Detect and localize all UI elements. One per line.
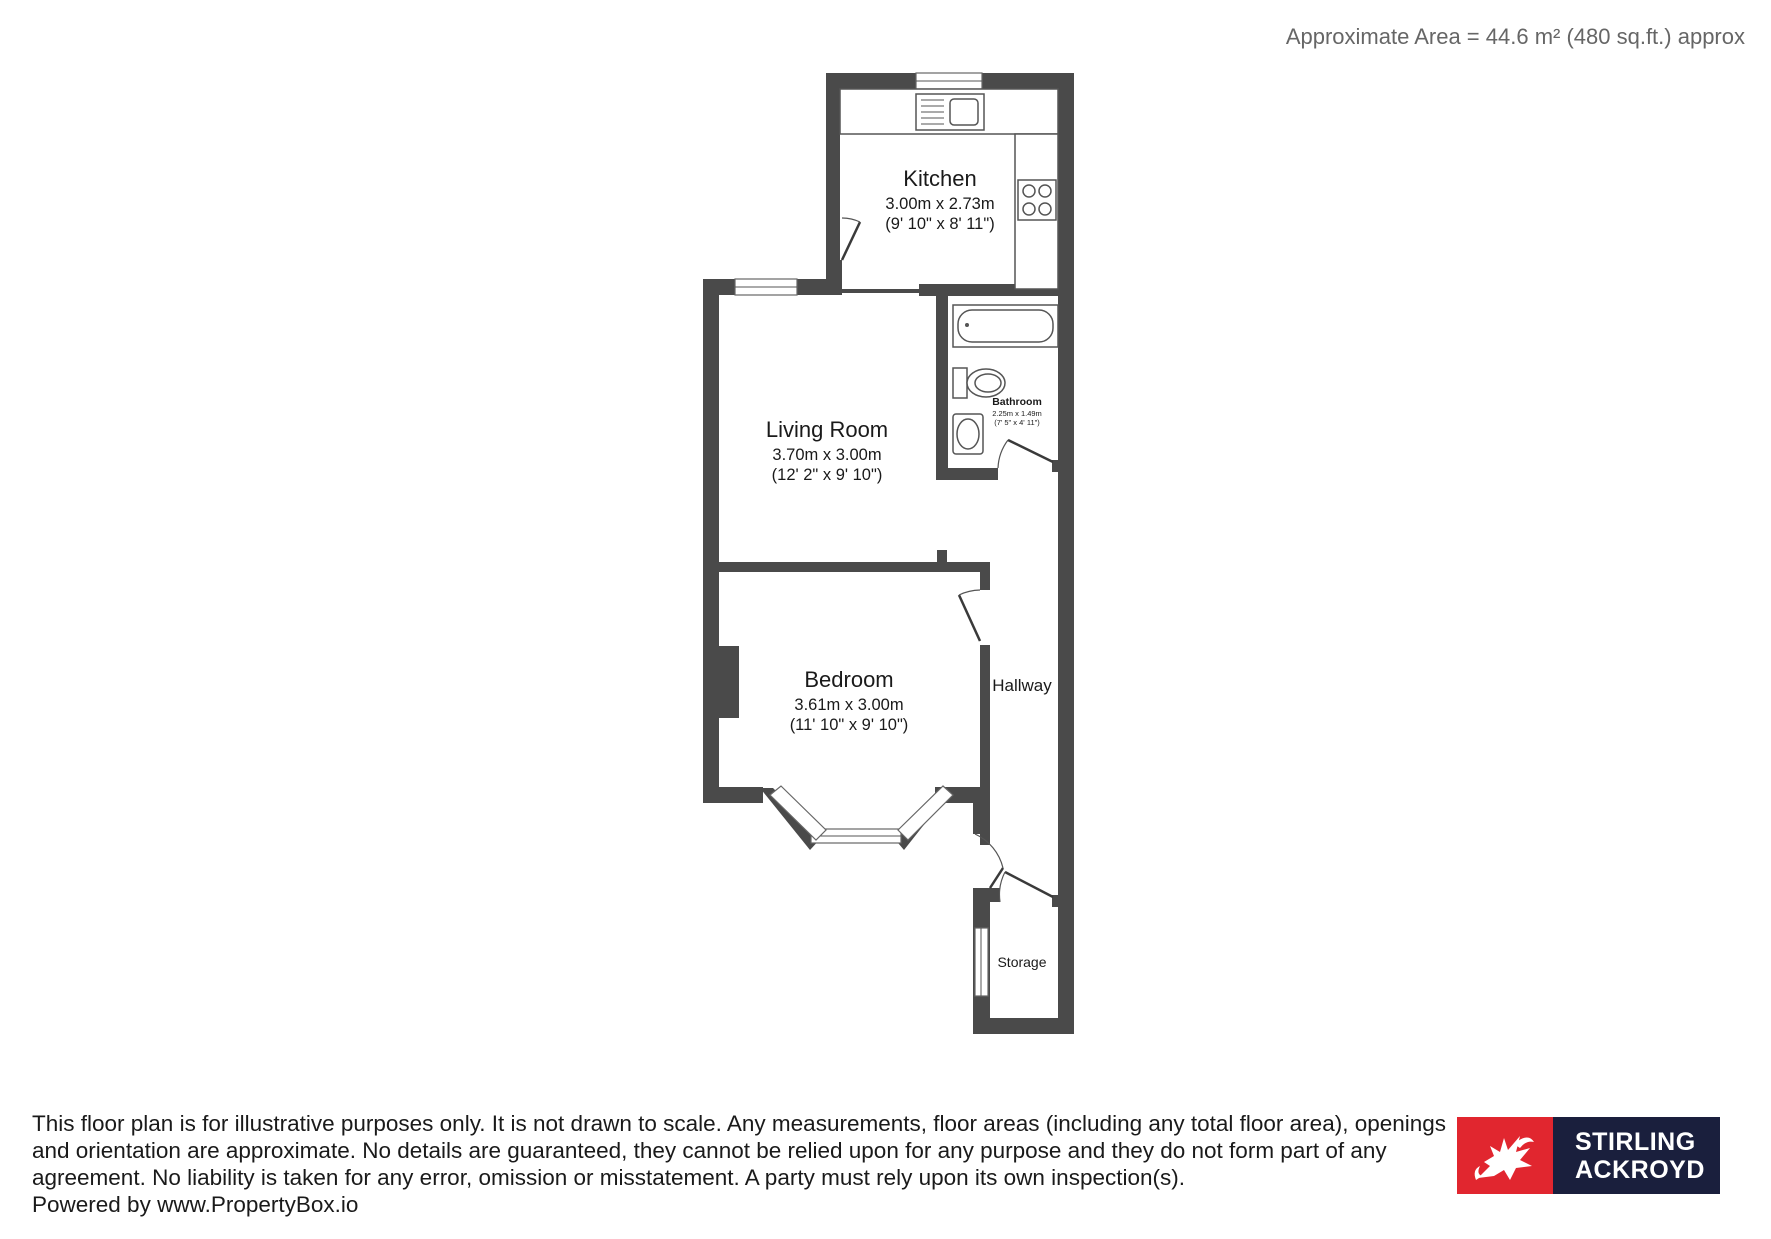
disclaimer-text: This floor plan is for illustrative purposes only. It is not drawn to scale. Any measurements, floor areas (including any total floor area), openings and orientation are approximate. No details are guaranteed, they cannot be relied upon for any purpose and they do not form part of any agreement. No liability is taken for any error, omission or misstatement. A party must rely upon its own inspection(s). xyxy=(32,1111,1447,1190)
logo-wordmark xyxy=(1553,1117,1720,1194)
griffin-icon xyxy=(1457,1117,1553,1194)
bedroom-name: Bedroom xyxy=(804,667,894,692)
bathroom-metric: 2.25m x 1.49m xyxy=(992,409,1042,418)
bathroom-imperial: (7' 5" x 4' 11") xyxy=(994,418,1040,427)
kitchen-metric: 3.00m x 2.73m xyxy=(885,195,995,213)
bathroom-name: Bathroom xyxy=(992,396,1042,408)
hallway-name: Hallway xyxy=(992,676,1052,695)
disclaimer xyxy=(32,1110,1452,1218)
bedroom-imperial: (11' 10" x 9' 10") xyxy=(789,716,909,734)
kitchen-imperial: (9' 10" x 8' 11") xyxy=(885,215,995,233)
logo-line-2: ACKROYD xyxy=(1575,1155,1705,1184)
living-room-metric: 3.70m x 3.00m xyxy=(772,446,882,464)
bedroom-metric: 3.61m x 3.00m xyxy=(794,696,904,714)
storage-name: Storage xyxy=(997,954,1047,970)
logo-line-1: STIRLING xyxy=(1575,1127,1696,1156)
approximate-area-label: Approximate Area = 44.6 m² (480 sq.ft.) approx xyxy=(1285,24,1745,49)
living-room-name: Living Room xyxy=(765,417,889,442)
powered-by-text: Powered by www.PropertyBox.io xyxy=(32,1192,359,1217)
stirling-ackroyd-logo xyxy=(1457,1117,1720,1194)
kitchen-name: Kitchen xyxy=(903,166,977,191)
living-room-imperial: (12' 2" x 9' 10") xyxy=(771,466,883,484)
